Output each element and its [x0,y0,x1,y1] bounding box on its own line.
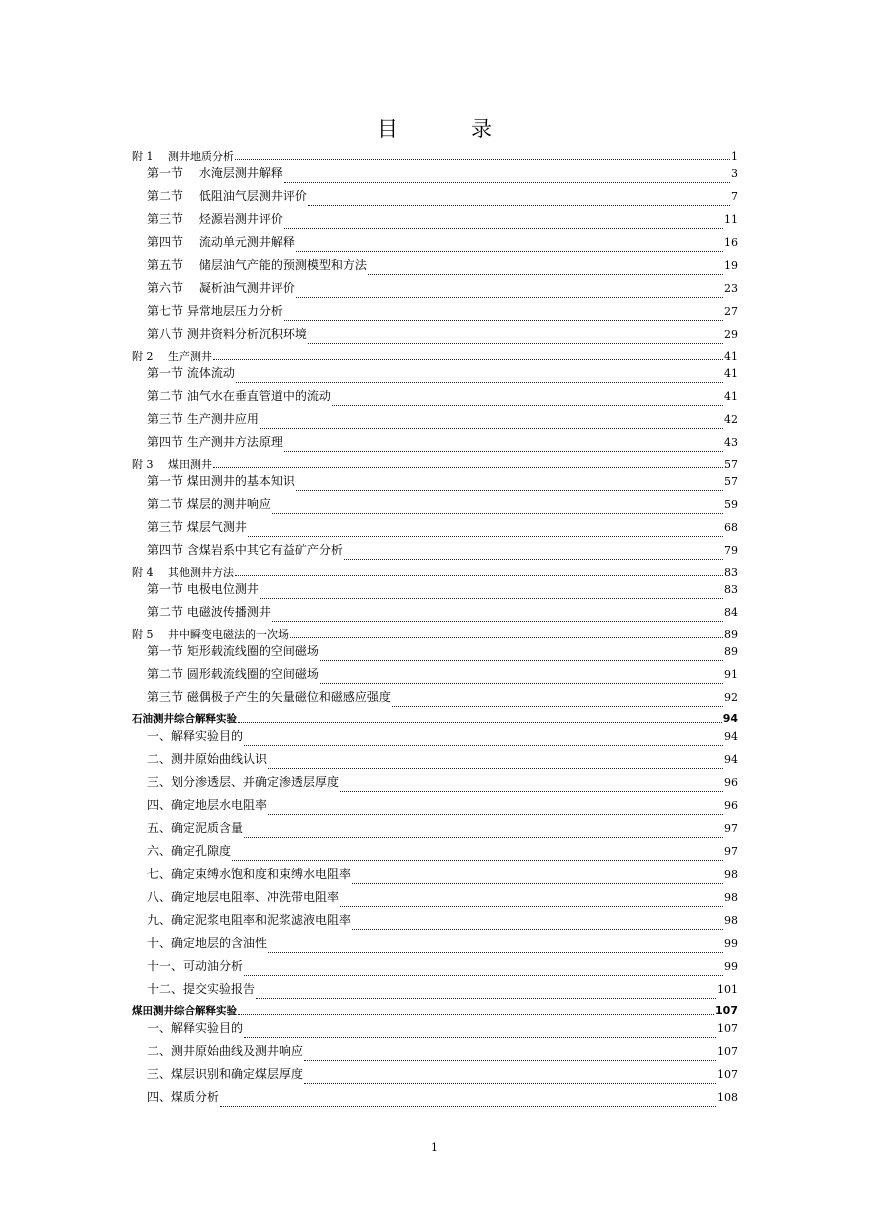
toc-section-row[interactable] [132,472,738,495]
dot-leader [352,929,723,930]
toc-entry-page: 11 [724,213,738,226]
toc-entry-page: 79 [724,544,738,557]
toc-entry-label: 附 3 煤田测井 [132,458,212,471]
toc-entry-page: 108 [717,1091,738,1104]
toc-section-row[interactable] [132,580,738,603]
toc-section-row[interactable] [132,387,738,410]
toc-entry-page: 94 [722,712,738,725]
toc-entry-page: 107 [715,1004,738,1017]
toc-entry-page: 91 [724,668,738,681]
dot-leader [260,428,723,429]
dot-leader [296,297,723,298]
toc-entry-label: 第一节 水淹层测井解释 [147,166,283,180]
toc-entry-label: 五、确定泥质含量 [147,821,244,835]
toc-entry-label: 第三节 煤层气测井 [147,520,247,534]
dot-leader [213,467,723,468]
page-number: 1 [431,1141,438,1154]
dot-leader [284,228,723,229]
toc-section-row[interactable] [132,819,738,842]
toc-entry-page: 98 [724,914,738,927]
toc-entry-label: 第一节 煤田测井的基本知识 [147,474,295,488]
toc-entry-label: 第六节 凝析油气测井评价 [147,281,295,295]
toc-section-row[interactable] [132,279,738,302]
toc-entry-page: 98 [724,868,738,881]
dot-leader [296,490,723,491]
dot-leader [344,559,723,560]
toc-entry-label: 九、确定泥浆电阻率和泥浆滤液电阻率 [147,913,352,927]
toc-section-row[interactable] [132,433,738,456]
dot-leader [352,883,723,884]
toc-entry-label: 附 2 生产测井 [132,350,212,363]
toc-section-row[interactable] [132,865,738,888]
toc-entry-page: 94 [724,753,738,766]
toc-entry-label: 第二节 电磁波传播测井 [147,605,271,619]
dot-leader [340,906,723,907]
toc-section-row[interactable] [132,642,738,665]
toc-chapter-row[interactable] [132,564,738,580]
toc-section-row[interactable] [132,842,738,865]
toc-entry-page: 107 [717,1068,738,1081]
toc-entry-label: 一、解释实验目的 [147,729,244,743]
toc-entry-label: 十一、可动油分析 [147,959,244,973]
dot-leader [244,1037,716,1038]
toc-entry-label: 第三节 磁偶极子产生的矢量磁位和磁感应强度 [147,690,391,704]
toc-section-row[interactable] [132,603,738,626]
toc-entry-page: 23 [724,282,738,295]
dot-leader [284,451,723,452]
dot-leader [248,536,723,537]
toc-entry-label: 三、划分渗透层、并确定渗透层厚度 [147,775,340,789]
toc-entry-label: 第四节 含煤岩系中其它有益矿产分析 [147,543,343,557]
toc-section-row[interactable] [132,957,738,980]
toc-entry-label: 第一节 流体流动 [147,366,235,380]
toc-entry-label: 第二节 圆形载流线圈的空间磁场 [147,667,319,681]
toc-section-row[interactable] [132,187,738,210]
toc-entry-page: 84 [724,606,738,619]
toc-section-row[interactable] [132,495,738,518]
toc-section-row[interactable] [132,665,738,688]
toc-entry-page: 101 [717,983,738,996]
toc-section-row[interactable] [132,688,738,711]
toc-chapter-row[interactable] [132,456,738,472]
toc-entry-page: 57 [724,458,738,471]
toc-chapter-row[interactable] [132,148,738,164]
dot-leader [268,952,723,953]
toc-entry-page: 68 [724,521,738,534]
toc-section-row[interactable] [132,164,738,187]
dot-leader [340,791,723,792]
toc-chapter-row[interactable] [132,1003,738,1019]
toc-entry-page: 41 [724,367,738,380]
dot-leader [308,205,730,206]
toc-entry-page: 99 [724,960,738,973]
toc-chapter-row[interactable] [132,711,738,727]
dot-leader [284,320,723,321]
toc-entry-page: 97 [724,845,738,858]
toc-section-row[interactable] [132,210,738,233]
toc-entry-label: 附 1 测井地质分析 [132,150,234,163]
toc-entry-label: 第五节 储层油气产能的预测模型和方法 [147,258,367,272]
dot-leader [368,274,723,275]
toc-entry-label: 第二节 低阻油气层测井评价 [147,189,307,203]
toc-entry-page: 29 [724,328,738,341]
toc-section-row[interactable] [132,796,738,819]
dot-leader [320,660,723,661]
toc-entry-label: 第一节 电极电位测井 [147,582,259,596]
dot-leader [272,513,723,514]
dot-leader [256,998,716,999]
dot-leader [236,382,723,383]
toc-entry-label: 十、确定地层的含油性 [147,936,268,950]
toc-entry-label: 第二节 油气水在垂直管道中的流动 [147,389,331,403]
toc-section-row[interactable] [132,727,738,750]
toc-entry-label: 第二节 煤层的测井响应 [147,497,271,511]
toc-chapter-row[interactable] [132,348,738,364]
toc-entry-page: 89 [724,645,738,658]
toc-entry-label: 十二、提交实验报告 [147,982,256,996]
toc-section-row[interactable] [132,1065,738,1088]
toc-entry-label: 附 5 井中瞬变电磁法的一次场 [132,628,289,641]
toc-entry-label: 附 4 其他测井方法 [132,566,234,579]
toc-entry-page: 41 [724,350,738,363]
dot-leader [244,837,723,838]
toc-entry-label: 八、确定地层电阻率、冲洗带电阻率 [147,890,340,904]
dot-leader [304,1060,716,1061]
toc-entry-page: 19 [724,259,738,272]
toc-entry-label: 七、确定束缚水饱和度和束缚水电阻率 [147,867,352,881]
toc-section-row[interactable] [132,233,738,256]
dot-leader [220,1106,716,1107]
toc-entry-label: 第三节 生产测井应用 [147,412,259,426]
dot-leader [392,706,723,707]
toc-entry-page: 107 [717,1045,738,1058]
toc-section-row[interactable] [132,888,738,911]
toc-entry-page: 97 [724,822,738,835]
dot-leader [290,637,723,638]
table-of-contents [132,148,738,1111]
toc-entry-page: 94 [724,730,738,743]
toc-section-row[interactable] [132,750,738,773]
dot-leader [235,159,730,160]
dot-leader [244,975,723,976]
toc-entry-label: 二、测井原始曲线及测井响应 [147,1044,304,1058]
dot-leader [244,745,723,746]
dot-leader [213,359,723,360]
dot-leader [232,860,723,861]
toc-section-row[interactable] [132,773,738,796]
dot-leader [296,251,723,252]
toc-entry-page: 99 [724,937,738,950]
dot-leader [272,621,723,622]
toc-section-row[interactable] [132,911,738,934]
toc-entry-page: 92 [724,691,738,704]
toc-chapter-row[interactable] [132,626,738,642]
toc-section-row[interactable] [132,934,738,957]
toc-entry-page: 43 [724,436,738,449]
dot-leader [284,182,730,183]
page-title: 目 录 [377,117,518,141]
toc-entry-page: 57 [724,475,738,488]
toc-section-row[interactable] [132,302,738,325]
dot-leader [238,1014,714,1015]
toc-entry-label: 六、确定孔隙度 [147,844,232,858]
dot-leader [235,575,723,576]
toc-section-row[interactable] [132,1042,738,1065]
toc-entry-label: 第一节 矩形载流线圈的空间磁场 [147,644,319,658]
toc-section-row[interactable] [132,364,738,387]
toc-entry-page: 83 [724,583,738,596]
toc-entry-label: 第七节 异常地层压力分析 [147,304,283,318]
dot-leader [260,598,723,599]
toc-section-row[interactable] [132,518,738,541]
dot-leader [332,405,723,406]
toc-section-row[interactable] [132,325,738,348]
dot-leader [268,814,723,815]
toc-section-row[interactable] [132,541,738,564]
toc-section-row[interactable] [132,256,738,279]
toc-entry-page: 3 [731,167,738,180]
toc-entry-label: 三、煤层识别和确定煤层厚度 [147,1067,304,1081]
toc-section-row[interactable] [132,410,738,433]
toc-entry-page: 96 [724,799,738,812]
toc-entry-page: 59 [724,498,738,511]
dot-leader [268,768,723,769]
dot-leader [238,722,722,723]
toc-entry-label: 一、解释实验目的 [147,1021,244,1035]
toc-entry-page: 16 [724,236,738,249]
toc-entry-page: 42 [724,413,738,426]
toc-entry-label: 四、确定地层水电阻率 [147,798,268,812]
toc-entry-label: 煤田测井综合解释实验 [132,1005,237,1017]
toc-section-row[interactable] [132,980,738,1003]
toc-entry-label: 第三节 烃源岩测井评价 [147,212,283,226]
dot-leader [308,343,723,344]
toc-entry-page: 83 [724,566,738,579]
toc-entry-page: 107 [717,1022,738,1035]
toc-entry-page: 7 [731,190,738,203]
toc-entry-page: 89 [724,628,738,641]
dot-leader [304,1083,716,1084]
toc-section-row[interactable] [132,1019,738,1042]
toc-section-row[interactable] [132,1088,738,1111]
toc-entry-label: 第四节 生产测井方法原理 [147,435,283,449]
toc-entry-label: 第八节 测井资料分析沉积环境 [147,327,307,341]
toc-entry-label: 第四节 流动单元测井解释 [147,235,295,249]
toc-entry-page: 27 [724,305,738,318]
dot-leader [320,683,723,684]
toc-entry-label: 石油测井综合解释实验 [132,713,237,725]
toc-entry-page: 41 [724,390,738,403]
toc-entry-page: 98 [724,891,738,904]
toc-entry-label: 四、煤质分析 [147,1090,220,1104]
toc-entry-page: 1 [731,150,738,163]
toc-entry-label: 二、测井原始曲线认识 [147,752,268,766]
toc-entry-page: 96 [724,776,738,789]
